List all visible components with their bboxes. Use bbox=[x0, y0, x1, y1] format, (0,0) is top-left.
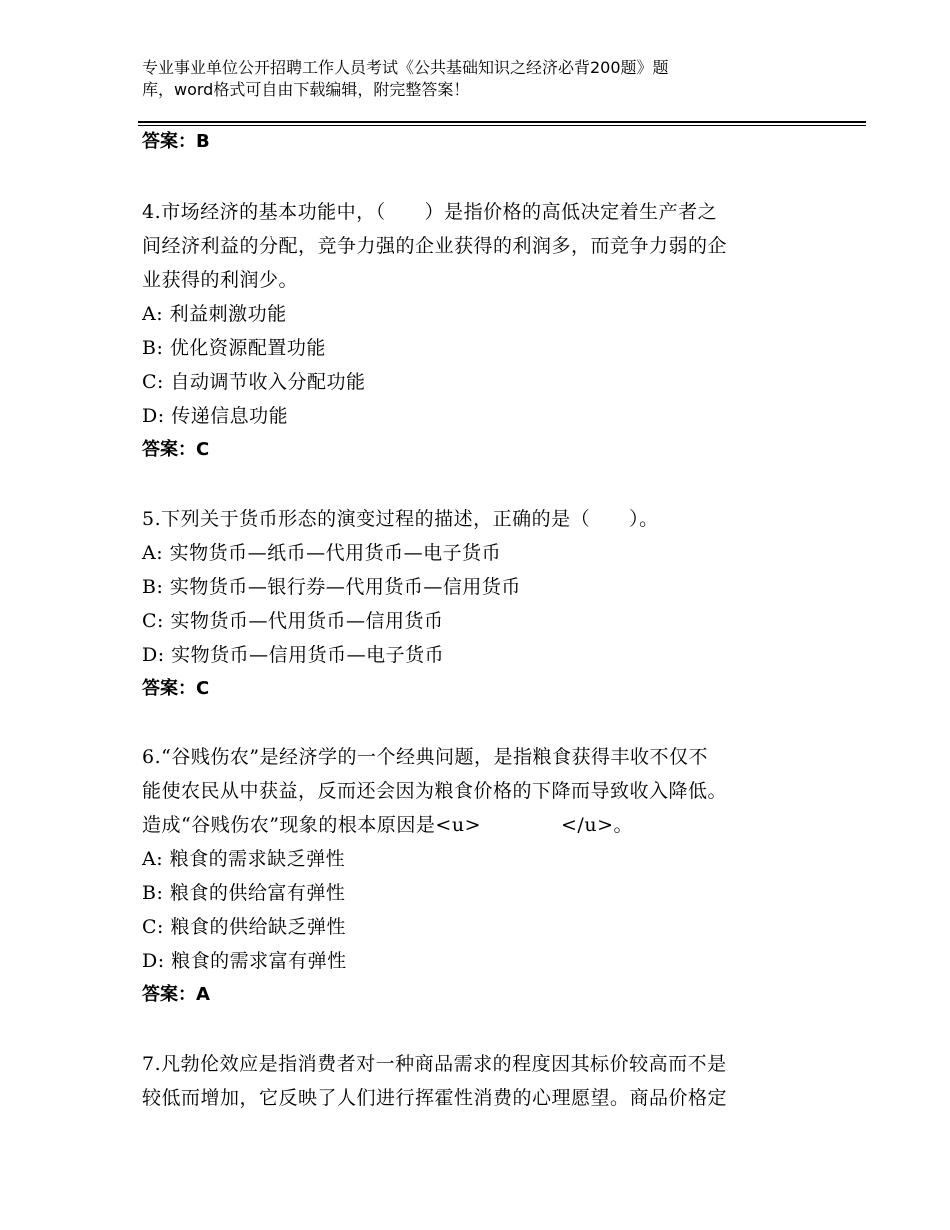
option-b: B: 粮食的供给富有弹性 bbox=[142, 882, 346, 904]
option-b: B: 实物货币—银行券—代用货币—信用货币 bbox=[142, 576, 521, 598]
question-text-line: 5.下列关于货币形态的演变过程的描述，正确的是（ ）。 bbox=[142, 508, 659, 530]
option-c: C: 自动调节收入分配功能 bbox=[142, 371, 366, 393]
answer-label: 答案：B bbox=[142, 131, 210, 152]
question-text-line: 较低而增加，它反映了人们进行挥霍性消费的心理愿望。商品价格定 bbox=[142, 1087, 728, 1109]
option-c: C: 实物货币—代用货币—信用货币 bbox=[142, 610, 444, 632]
option-a: A: 利益刺激功能 bbox=[142, 303, 287, 325]
question-text-line bbox=[142, 808, 822, 842]
question-4 bbox=[142, 195, 822, 467]
question-5 bbox=[142, 502, 822, 706]
answer-label: 答案：A bbox=[142, 984, 210, 1005]
question-text-part: 造成“谷贱伤农”现象的根本原因是<u> bbox=[142, 814, 482, 836]
option-b: B: 优化资源配置功能 bbox=[142, 337, 326, 359]
header-rule-thick bbox=[138, 121, 866, 123]
header-line-2: 库，word格式可自由下载编辑，附完整答案！ bbox=[142, 80, 470, 99]
option-a: A: 实物货币—纸币—代用货币—电子货币 bbox=[142, 542, 502, 564]
header-line-1: 专业事业单位公开招聘工作人员考试《公共基础知识之经济必背200题》题 bbox=[142, 58, 669, 77]
question-text-line: 4.市场经济的基本功能中，（ ）是指价格的高低决定着生产者之 bbox=[142, 201, 718, 223]
question-7 bbox=[142, 1047, 822, 1115]
question-text-line: 7.凡勃伦效应是指消费者对一种商品需求的程度因其标价较高而不是 bbox=[142, 1053, 727, 1075]
option-d: D: 粮食的需求富有弹性 bbox=[142, 950, 347, 972]
question-text-line: 6.“谷贱伤农”是经济学的一个经典问题，是指粮食获得丰收不仅不 bbox=[142, 746, 709, 768]
option-d: D: 实物货币—信用货币—电子货币 bbox=[142, 644, 445, 666]
question-text-line: 间经济利益的分配，竞争力强的企业获得的利润多，而竞争力弱的企 bbox=[142, 235, 728, 257]
answer-label: 答案：C bbox=[142, 439, 210, 460]
document-header bbox=[142, 57, 822, 101]
option-a: A: 粮食的需求缺乏弹性 bbox=[142, 848, 346, 870]
question-text-line: 业获得的利润少。 bbox=[142, 269, 299, 291]
answer-label: 答案：C bbox=[142, 678, 210, 699]
question-6 bbox=[142, 740, 822, 1012]
previous-answer-block bbox=[142, 125, 822, 159]
option-d: D: 传递信息功能 bbox=[142, 405, 289, 427]
option-c: C: 粮食的供给缺乏弹性 bbox=[142, 916, 346, 938]
question-text-part: </u>。 bbox=[561, 814, 633, 836]
question-text-line: 能使农民从中获益，反而还会因为粮食价格的下降而导致收入降低。 bbox=[142, 780, 728, 802]
